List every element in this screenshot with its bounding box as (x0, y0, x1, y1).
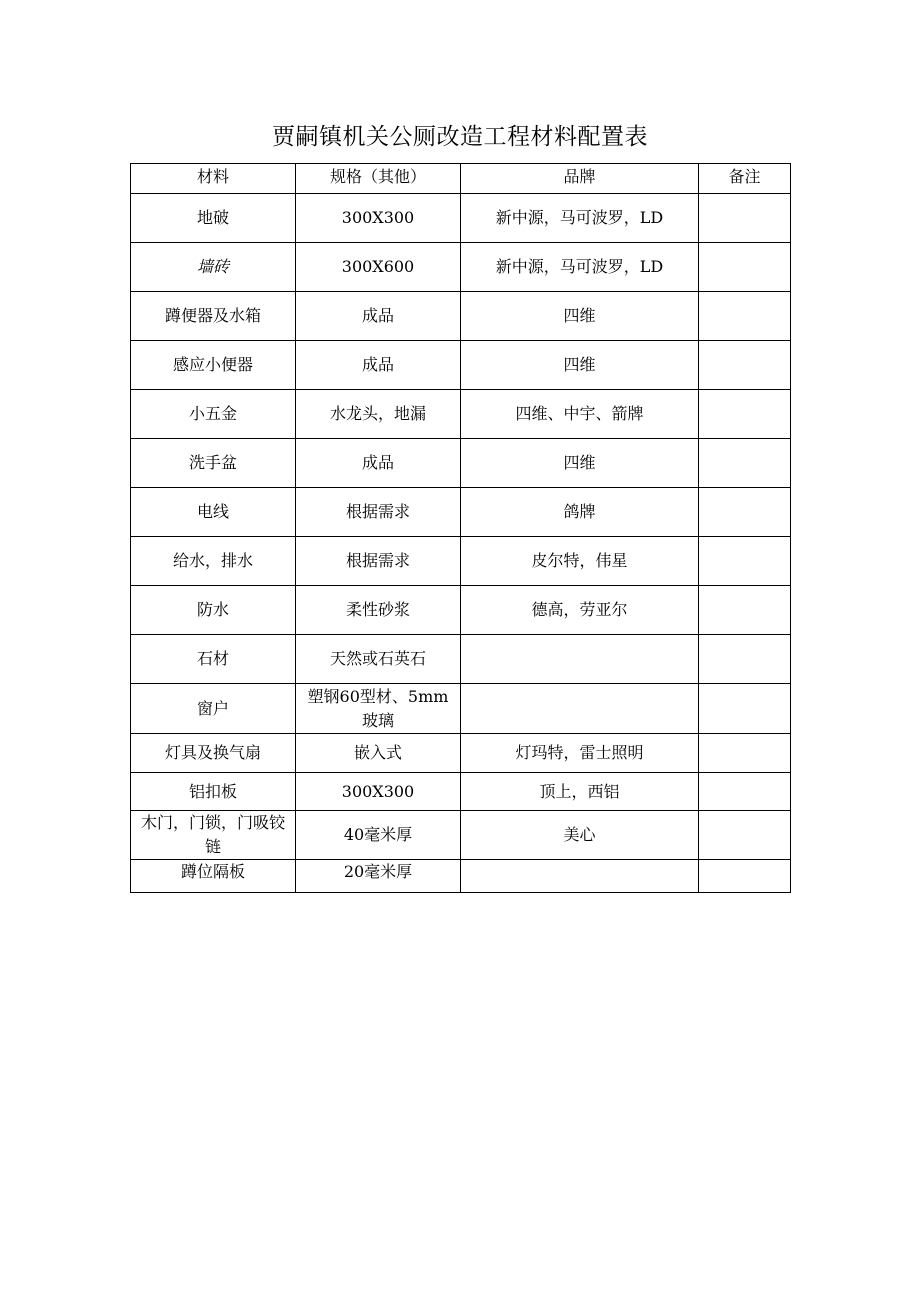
cell-material: 小五金 (131, 390, 296, 439)
table-row (131, 488, 791, 537)
cell-spec: 水龙头，地漏 (296, 390, 461, 439)
cell-material: 蹲便器及水箱 (131, 292, 296, 341)
table-header-row (131, 164, 791, 194)
cell-material: 洗手盆 (131, 439, 296, 488)
cell-material: 电线 (131, 488, 296, 537)
cell-spec: 20毫米厚 (296, 860, 461, 893)
table-row (131, 734, 791, 773)
table-row (131, 684, 791, 734)
cell-brand: 新中源，马可波罗，LD (461, 243, 699, 292)
cell-spec: 塑钢60型材、5mm玻璃 (296, 684, 461, 734)
cell-remarks (699, 292, 791, 341)
table-row (131, 292, 791, 341)
table-row (131, 390, 791, 439)
cell-material: 地破 (131, 194, 296, 243)
cell-material: 石材 (131, 635, 296, 684)
cell-brand: 新中源，马可波罗，LD (461, 194, 699, 243)
table-row (131, 860, 791, 893)
table-row (131, 243, 791, 292)
cell-brand (461, 860, 699, 893)
page-title: 贾嗣镇机关公厕改造工程材料配置表 (272, 124, 648, 150)
cell-spec: 柔性砂浆 (296, 586, 461, 635)
table-row (131, 194, 791, 243)
cell-brand: 四维 (461, 292, 699, 341)
cell-brand: 四维 (461, 439, 699, 488)
cell-remarks (699, 243, 791, 292)
cell-spec: 300X300 (296, 194, 461, 243)
table-row (131, 586, 791, 635)
table-row (131, 635, 791, 684)
table-row (131, 537, 791, 586)
cell-spec: 成品 (296, 439, 461, 488)
table-row (131, 773, 791, 811)
cell-brand (461, 684, 699, 734)
cell-brand: 顶上，西铝 (461, 773, 699, 811)
cell-remarks (699, 811, 791, 860)
cell-remarks (699, 586, 791, 635)
cell-brand: 鸽牌 (461, 488, 699, 537)
table-row (131, 439, 791, 488)
cell-spec: 嵌入式 (296, 734, 461, 773)
cell-spec: 300X300 (296, 773, 461, 811)
cell-material: 铝扣板 (131, 773, 296, 811)
cell-remarks (699, 734, 791, 773)
cell-material: 感应小便器 (131, 341, 296, 390)
cell-material: 灯具及换气扇 (131, 734, 296, 773)
cell-remarks (699, 194, 791, 243)
cell-remarks (699, 773, 791, 811)
cell-brand: 灯玛特，雷士照明 (461, 734, 699, 773)
header-brand: 品牌 (461, 164, 699, 194)
cell-spec: 根据需求 (296, 537, 461, 586)
cell-brand (461, 635, 699, 684)
table-row (131, 341, 791, 390)
cell-spec: 成品 (296, 292, 461, 341)
cell-spec: 300X600 (296, 243, 461, 292)
cell-brand: 皮尔特，伟星 (461, 537, 699, 586)
cell-remarks (699, 439, 791, 488)
cell-remarks (699, 341, 791, 390)
cell-brand: 美心 (461, 811, 699, 860)
cell-remarks (699, 390, 791, 439)
cell-spec: 根据需求 (296, 488, 461, 537)
table-row (131, 811, 791, 860)
cell-material: 蹲位隔板 (131, 860, 296, 893)
header-material: 材料 (131, 164, 296, 194)
cell-remarks (699, 684, 791, 734)
cell-brand: 四维 (461, 341, 699, 390)
cell-material: 给水，排水 (131, 537, 296, 586)
cell-spec: 天然或石英石 (296, 635, 461, 684)
cell-remarks (699, 860, 791, 893)
cell-remarks (699, 488, 791, 537)
cell-material: 窗户 (131, 684, 296, 734)
cell-remarks (699, 635, 791, 684)
materials-table (130, 163, 791, 893)
cell-brand: 四维、中宇、箭牌 (461, 390, 699, 439)
header-spec: 规格（其他） (296, 164, 461, 194)
cell-remarks (699, 537, 791, 586)
header-remarks: 备注 (699, 164, 791, 194)
cell-spec: 成品 (296, 341, 461, 390)
cell-brand: 德高，劳亚尔 (461, 586, 699, 635)
cell-material: 木门，门锁，门吸铰链 (131, 811, 296, 860)
cell-material: 墙砖 (131, 243, 296, 292)
cell-material: 防水 (131, 586, 296, 635)
cell-spec: 40毫米厚 (296, 811, 461, 860)
